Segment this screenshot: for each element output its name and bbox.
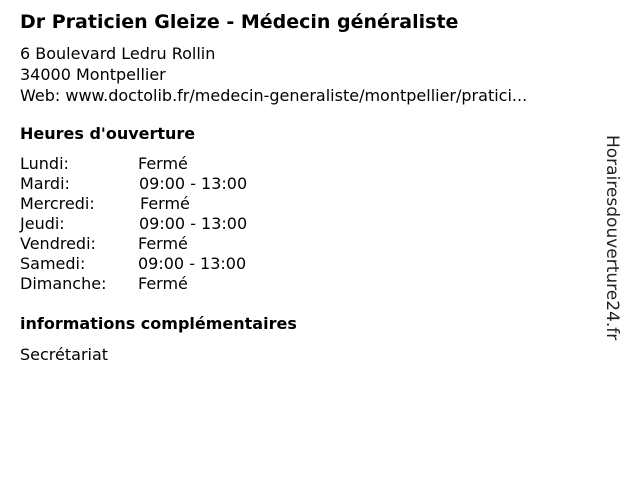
web-address: Web: www.doctolib.fr/medecin-generaliste/montpellier/pratici... bbox=[20, 86, 528, 105]
additional-info-heading: informations complémentaires bbox=[20, 314, 297, 333]
day-label: Lundi: bbox=[20, 154, 69, 173]
hours-value: Fermé bbox=[140, 194, 190, 213]
day-label: Mardi: bbox=[20, 174, 70, 193]
hours-value: 09:00 - 13:00 bbox=[139, 174, 248, 193]
day-label: Mercredi: bbox=[20, 194, 95, 213]
day-label: Samedi: bbox=[20, 254, 86, 273]
opening-hours-heading: Heures d'ouverture bbox=[20, 124, 196, 143]
address-block bbox=[20, 43, 527, 106]
hours-value: Fermé bbox=[138, 234, 188, 253]
additional-info-text: Secrétariat bbox=[20, 345, 109, 364]
street-address: 6 Boulevard Ledru Rollin bbox=[20, 44, 216, 63]
site-watermark: Horairesdouverture24.fr bbox=[602, 135, 622, 341]
hours-value: 09:00 - 13:00 bbox=[139, 214, 248, 233]
day-label: Dimanche: bbox=[20, 274, 107, 293]
day-label: Vendredi: bbox=[20, 234, 96, 253]
city-address: 34000 Montpellier bbox=[20, 65, 166, 84]
day-label: Jeudi: bbox=[20, 214, 65, 233]
hours-value: Fermé bbox=[138, 274, 188, 293]
hours-value: Fermé bbox=[138, 154, 188, 173]
page-title: Dr Praticien Gleize - Médecin généraliste bbox=[20, 11, 459, 33]
hours-value: 09:00 - 13:00 bbox=[138, 254, 247, 273]
